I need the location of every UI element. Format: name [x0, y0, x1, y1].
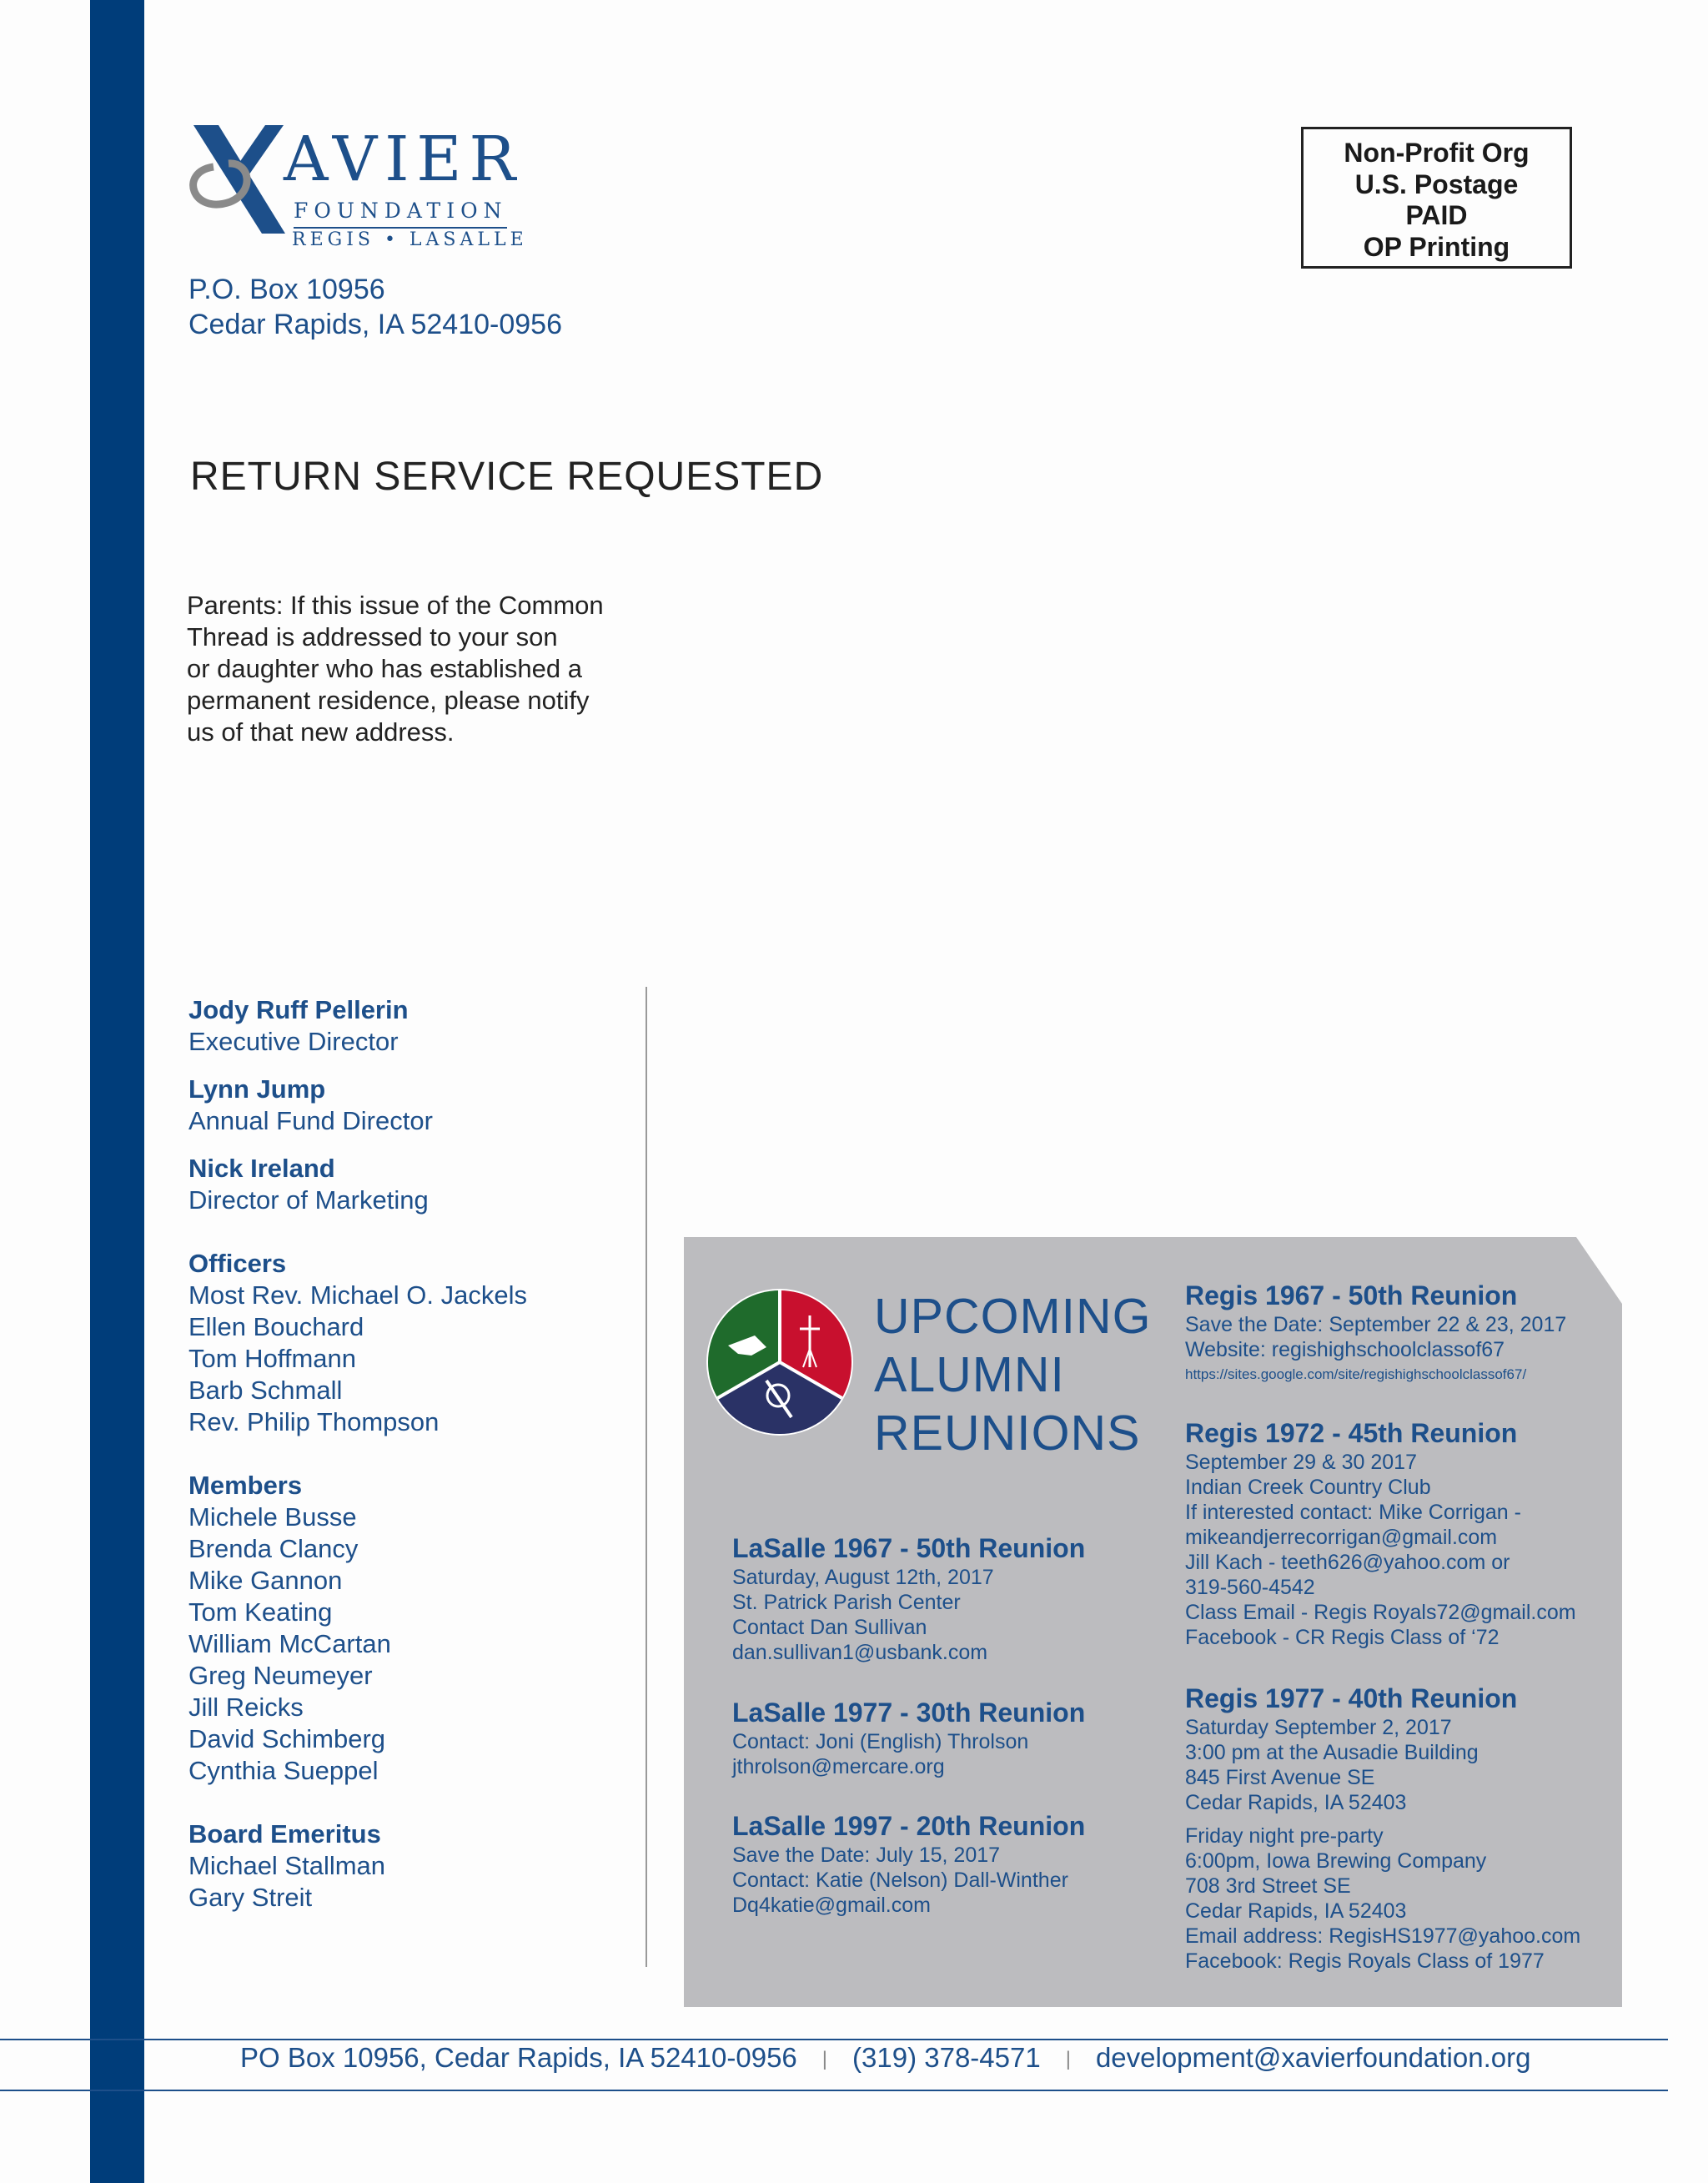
postage-line-1: Non-Profit Org [1344, 138, 1530, 168]
column-divider [646, 987, 647, 1967]
postage-line-2: U.S. Postage [1354, 169, 1519, 199]
emeritus-name: Gary Streit [188, 1883, 313, 1912]
board-emeritus-list [188, 1818, 385, 1914]
reunion-line: Saturday, August 12th, 2017 [732, 1566, 994, 1589]
officer-name: Rev. Philip Thompson [188, 1407, 440, 1436]
staff-entry [188, 1074, 433, 1137]
reunion-line: 319-560-4542 [1185, 1576, 1315, 1599]
postage-line-3: PAID [1405, 200, 1468, 230]
xavier-foundation-logo [185, 117, 528, 259]
reunion-line: If interested contact: Mike Corrigan - [1185, 1501, 1521, 1524]
emeritus-name: Michael Stallman [188, 1851, 386, 1880]
reunion-line: Indian Creek Country Club [1185, 1476, 1431, 1499]
address-line-1: P.O. Box 10956 [188, 274, 385, 305]
footer-email[interactable]: development@xavierfoundation.org [1095, 2042, 1531, 2073]
reunions-heading-line: REUNIONS [874, 1406, 1141, 1461]
staff-name: Lynn Jump [188, 1074, 326, 1104]
reunion-title: Regis 1972 - 45th Reunion [1185, 1418, 1518, 1448]
member-name: Jill Reicks [188, 1693, 304, 1722]
footer-contact [240, 2044, 1530, 2071]
footer-separator: | [821, 2048, 828, 2071]
reunion-line: mikeandjerrecorrigan@gmail.com [1185, 1526, 1498, 1549]
reunion-line: 3:00 pm at the Ausadie Building [1185, 1741, 1479, 1764]
reunion-line: Dq4katie@gmail.com [732, 1894, 931, 1917]
staff-title: Executive Director [188, 1027, 399, 1056]
reunion-line: Friday night pre-party [1185, 1824, 1384, 1848]
postage-indicia [1301, 127, 1572, 269]
reunion-title: LaSalle 1997 - 20th Reunion [732, 1811, 1086, 1841]
reunion-line: 6:00pm, Iowa Brewing Company [1185, 1849, 1487, 1873]
members-list [188, 1470, 391, 1787]
board-emeritus-title: Board Emeritus [188, 1819, 381, 1849]
reunion-line: Save the Date: September 22 & 23, 2017 [1185, 1313, 1567, 1336]
logo-schools-text: REGIS • LASALLE [292, 229, 528, 250]
reunion-title: Regis 1967 - 50th Reunion [1185, 1280, 1518, 1310]
officer-name: Most Rev. Michael O. Jackels [188, 1280, 527, 1310]
reunion-line: Jill Kach - teeth626@yahoo.com or [1185, 1551, 1510, 1574]
staff-title: Director of Marketing [188, 1185, 429, 1215]
member-name: Tom Keating [188, 1597, 333, 1627]
return-address [188, 272, 562, 342]
reunion-lasalle-1967 [732, 1533, 1085, 1665]
reunion-line: Class Email - Regis Royals72@gmail.com [1185, 1601, 1576, 1624]
reunion-line: 708 3rd Street SE [1185, 1874, 1351, 1898]
staff-title: Annual Fund Director [188, 1106, 433, 1135]
member-name: Cynthia Sueppel [188, 1756, 379, 1785]
reunion-lasalle-1977 [732, 1698, 1085, 1779]
reunion-line: Saturday September 2, 2017 [1185, 1716, 1452, 1739]
reunion-line: jthrolson@mercare.org [732, 1755, 945, 1778]
reunion-title: Regis 1977 - 40th Reunion [1185, 1683, 1518, 1713]
parents-note-line: Thread is addressed to your son [187, 622, 558, 651]
reunion-line: Contact Dan Sullivan [732, 1616, 927, 1639]
reunions-heading [874, 1287, 1152, 1462]
reunion-line: Cedar Rapids, IA 52403 [1185, 1791, 1407, 1814]
footer-top-rule [0, 2039, 1668, 2040]
reunion-regis-1972 [1185, 1418, 1576, 1650]
member-name: William McCartan [188, 1629, 391, 1658]
reunion-line: dan.sullivan1@usbank.com [732, 1641, 988, 1664]
member-name: Greg Neumeyer [188, 1661, 373, 1690]
parents-note-line: us of that new address. [187, 717, 455, 747]
school-crest-emblem-icon [705, 1287, 855, 1437]
parents-note [187, 590, 654, 748]
parents-note-line: permanent residence, please notify [187, 686, 590, 715]
reunion-line: St. Patrick Parish Center [732, 1591, 961, 1614]
staff-entry [188, 994, 409, 1058]
member-name: Mike Gannon [188, 1566, 343, 1595]
member-name: Brenda Clancy [188, 1534, 359, 1563]
member-name: David Schimberg [188, 1724, 386, 1753]
officers-title: Officers [188, 1249, 287, 1278]
officer-name: Barb Schmall [188, 1376, 343, 1405]
reunion-line: 845 First Avenue SE [1185, 1766, 1375, 1789]
reunion-line: Email address: RegisHS1977@yahoo.com [1185, 1924, 1581, 1948]
return-service-heading: RETURN SERVICE REQUESTED [190, 455, 824, 499]
reunion-line: Facebook: Regis Royals Class of 1977 [1185, 1949, 1545, 1973]
reunion-line: September 29 & 30 2017 [1185, 1451, 1417, 1474]
reunion-line: Facebook - CR Regis Class of ‘72 [1185, 1626, 1500, 1649]
logo-wordmark: AVIER [284, 123, 524, 195]
logo-foundation-text: FOUNDATION [294, 200, 507, 229]
officer-name: Ellen Bouchard [188, 1312, 364, 1341]
left-accent-bar [90, 0, 144, 2183]
reunion-line: Cedar Rapids, IA 52403 [1185, 1899, 1407, 1923]
member-name: Michele Busse [188, 1502, 357, 1532]
reunion-line: Save the Date: July 15, 2017 [732, 1843, 1001, 1867]
footer-separator: | [1065, 2048, 1071, 2071]
officers-list [188, 1248, 527, 1438]
reunion-title: LaSalle 1967 - 50th Reunion [732, 1533, 1086, 1563]
reunion-regis-1967 [1185, 1280, 1566, 1387]
footer-address: PO Box 10956, Cedar Rapids, IA 52410-0956 [240, 2042, 797, 2073]
footer-bottom-rule [0, 2090, 1668, 2091]
parents-note-line: or daughter who has established a [187, 654, 582, 683]
staff-name: Jody Ruff Pellerin [188, 995, 409, 1024]
officer-name: Tom Hoffmann [188, 1344, 357, 1373]
staff-entry [188, 1153, 429, 1216]
staff-name: Nick Ireland [188, 1154, 335, 1183]
footer-phone[interactable]: (319) 378-4571 [852, 2042, 1041, 2073]
reunion-title: LaSalle 1977 - 30th Reunion [732, 1698, 1086, 1728]
reunions-heading-line: UPCOMING [874, 1289, 1152, 1344]
reunion-website-link[interactable]: https://sites.google.com/site/regishighschoolclassof67/ [1185, 1366, 1527, 1382]
reunion-regis-1977 [1185, 1683, 1580, 1974]
address-line-2: Cedar Rapids, IA 52410-0956 [188, 309, 562, 340]
reunion-lasalle-1997 [732, 1811, 1085, 1918]
reunions-heading-line: ALUMNI [874, 1347, 1065, 1402]
reunion-line: Contact: Katie (Nelson) Dall-Winther [732, 1869, 1068, 1892]
reunion-line: Website: regishighschoolclassof67 [1185, 1338, 1505, 1361]
members-title: Members [188, 1471, 303, 1500]
postage-line-4: OP Printing [1363, 231, 1510, 262]
reunion-line: Contact: Joni (English) Throlson [732, 1730, 1029, 1753]
parents-note-line: Parents: If this issue of the Common [187, 591, 604, 620]
